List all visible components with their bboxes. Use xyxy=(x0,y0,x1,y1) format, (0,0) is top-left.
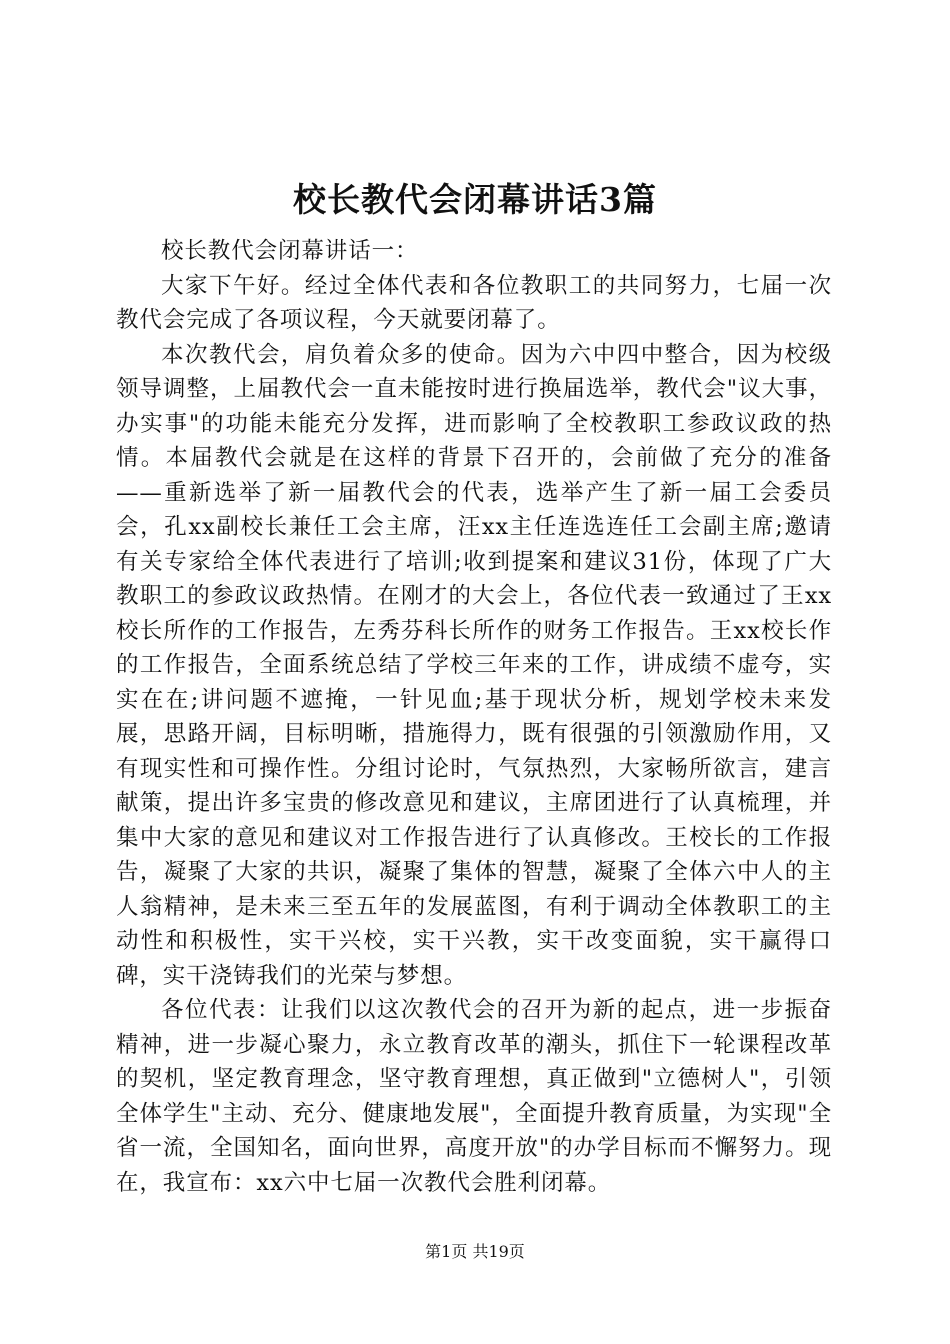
page-footer: 第1页 共19页 xyxy=(425,1242,525,1261)
document-body xyxy=(116,234,832,1200)
document-title: 校长教代会闭幕讲话3篇 xyxy=(293,180,657,219)
paragraph-greeting: 大家下午好。经过全体代表和各位教职工的共同努力，七届一次教代会完成了各项议程，今天就要闭幕了。 xyxy=(116,272,832,333)
paragraph-closing: 各位代表：让我们以这次教代会的召开为新的起点，进一步振奋精神，进一步凝心聚力，永立教育改革的潮头，抓住下一轮课程改革的契机，坚定教育理念，坚守教育理想，真正做到"立德树人"，引领全体学生"主动、充分、健康地发展"，全面提升教育质量，为实现"全省一流，全国知名，面向世界，高度开放"的办学目标而不懈努力。现在，我宣布：xx六中七届一次教代会胜利闭幕。 xyxy=(116,997,832,1196)
paragraph-main: 本次教代会，肩负着众多的使命。因为六中四中整合，因为校级领导调整，上届教代会一直未能按时进行换届选举，教代会"议大事，办实事"的功能未能充分发挥，进而影响了全校教职工参政议政的热情。本届教代会就是在这样的背景下召开的，会前做了充分的准备——重新选举了新一届教代会的代表，选举产生了新一届工会委员会，孔xx副校长兼任工会主席，汪xx主任连选连任工会副主席;邀请有关专家给全体代表进行了培训;收到提案和建议31份，体现了广大教职工的参政议政热情。在刚才的大会上，各位代表一致通过了王xx校长所作的工作报告，左秀芬科长所作的财务工作报告。王xx校长作的工作报告，全面系统总结了学校三年来的工作，讲成绩不虚夸，实实在在;讲问题不遮掩，一针见血;基于现状分析，规划学校未来发展，思路开阔，目标明晰，措施得力，既有很强的引领激励作用，又有现实性和可操作性。分组讨论时，气氛热烈，大家畅所欲言，建言献策，提出许多宝贵的修改意见和建议，主席团进行了认真梳理，并集中大家的意见和建议对工作报告进行了认真修改。王校长的工作报告，凝聚了大家的共识，凝聚了集体的智慧，凝聚了全体六中人的主人翁精神，是未来三至五年的发展蓝图，有利于调动全体教职工的主动性和积极性，实干兴校，实干兴教，实干改变面貌，实干赢得口碑，实干浇铸我们的光荣与梦想。 xyxy=(116,341,832,989)
paragraph-heading: 校长教代会闭幕讲话一： xyxy=(161,238,419,264)
